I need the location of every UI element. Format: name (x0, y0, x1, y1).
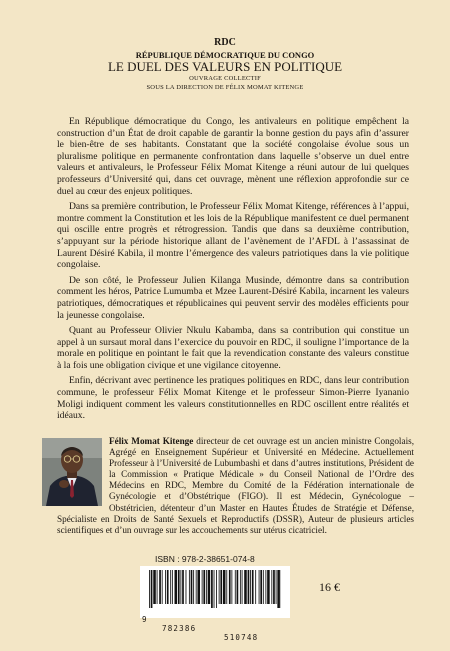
barcode-bar (240, 570, 241, 604)
barcode-bar (252, 570, 254, 604)
barcode-bar (189, 570, 190, 604)
author-name: Félix Momat Kitenge (109, 436, 193, 446)
barcode-bar (149, 570, 150, 608)
barcode-bar (153, 570, 156, 604)
barcode (140, 566, 290, 618)
barcode-bar (214, 570, 215, 608)
barcode-bar (271, 570, 272, 604)
barcode-bar (151, 570, 153, 608)
barcode-bar (211, 570, 213, 608)
barcode-bar (193, 570, 194, 604)
republic-heading: RÉPUBLIQUE DÉMOCRATIQUE DU CONGO (0, 50, 450, 60)
barcode-bar (235, 570, 236, 604)
barcode-bar (260, 570, 262, 604)
barcode-bar (267, 570, 270, 604)
barcode-digit-first: 9 (142, 615, 147, 624)
paragraph-1: En République démocratique du Congo, les antivaleurs en politique empêchent la construction d’un État de droit capable de garantir la bonne gestion du pays afin d’assurer le bien-être de ses habitants. Constatant que la société congolaise évolue sous un pluralisme politique en permanente confrontation dans laquelle s’observe un duel entre valeurs et antivaleurs, le Professeur Félix Momat Kitenge a réuni autour de lui quelques professeurs d’Université qui, dans cet ouvrage, mènent une réflexion approfondie sur ce duel au cœur des enjeux politiques. (57, 116, 409, 197)
paragraph-3: De son côté, le Professeur Julien Kilanga Musinde, démontre dans sa contribution comment les héros, Patrice Lumumba et Mzee Laurent-Désiré Kabila, incarnent les valeurs patriotiques, démocratiques et républicaines qui peuvent servir des modèles efficients pour la jeunesse congolaise. (57, 275, 409, 321)
barcode-bar (159, 570, 161, 604)
barcode-bar (259, 570, 260, 604)
book-direction: SOUS LA DIRECTION DE FÉLIX MOMAT KITENGE (0, 83, 450, 92)
isbn-label: ISBN : 978-2-38651-074-8 (155, 554, 255, 564)
author-bio (57, 436, 414, 536)
barcode-bar (206, 570, 207, 604)
barcode-bar (250, 570, 251, 604)
book-subtitle: OUVRAGE COLLECTIF (0, 74, 450, 83)
book-title: LE DUEL DES VALEURS EN POLITIQUE (0, 60, 450, 74)
barcode-bar (265, 570, 266, 604)
barcode-digits-right: 510748 (224, 633, 258, 642)
header (0, 37, 450, 92)
author-bio-text: directeur de cet ouvrage est un ancien ministre Congolais, Agrégé en Enseignement Supérieur et Université en Médecine. Actuellement Professeur à l’Université de Lubumbashi et dans d’autres institutions, Président de la Commission « Pratique Médicale » du Conseil National de l’Ordre des Médecins en RDC, Membre du Comité de la Fédération internationale de Gynécologie et d’Obstétrique (FIGO). Il est Médecin, Gynécologue – Obstétricien, détenteur d’un Master en Hautes Études de Stratégie et Défense, Spécialiste en Droits de Santé Sexuels et Reproductifs (DSSR), Auteur de plusieurs articles scientifiques et d’un ouvrage sur les accouchements sur utérus cicatriciel. (57, 436, 414, 535)
barcode-bar (157, 570, 158, 604)
barcode-bar (178, 570, 180, 604)
barcode-bar (196, 570, 197, 604)
barcode-bar (229, 570, 231, 604)
barcode-bar (223, 570, 226, 604)
barcode-digits-left: 782386 (162, 624, 196, 633)
barcode-bar (191, 570, 193, 604)
barcode-bars (149, 570, 281, 608)
barcode-bar (162, 570, 163, 604)
barcode-bar (170, 570, 171, 604)
barcode-bar (202, 570, 203, 604)
barcode-bar (276, 570, 277, 604)
barcode-bar (216, 570, 217, 608)
barcode-bar (165, 570, 166, 604)
barcode-bar (248, 570, 250, 604)
barcode-bar (180, 570, 181, 604)
barcode-bar (255, 570, 256, 604)
barcode-bar (167, 570, 169, 604)
barcode-bar (237, 570, 239, 604)
barcode-bar (186, 570, 187, 604)
barcode-bar (208, 570, 211, 604)
barcode-bar (263, 570, 264, 604)
barcode-bar (244, 570, 247, 604)
barcode-bar (172, 570, 173, 604)
barcode-bar (203, 570, 205, 604)
barcode-bar (277, 570, 280, 608)
barcode-bar (226, 570, 227, 604)
barcode-bar (175, 570, 178, 604)
barcode-bar (197, 570, 200, 604)
barcode-digits (140, 606, 290, 651)
paragraph-2: Dans sa première contribution, le Professeur Félix Momat Kitenge, références à l’appui, montre comment la Constitution et les lois de la République manifestent ce duel permanent qui oscille entre progrès et rétrogression. Tandis que dans sa deuxième contribution, s’appuyant sur la période historique allant de l’avènement de l’AFDL à l’assassinat de Laurent Désiré Kabila, il montre l’émergence des valeurs patriotiques dans la vie politique congolaise. (57, 201, 409, 271)
photo-spacer (57, 436, 109, 506)
paragraph-4: Quant au Professeur Olivier Nkulu Kabamba, dans sa contribution qui constitue un appel à un sursaut moral dans l’exercice du pouvoir en RDC, il souligne l’importance de la morale en politique en pointant le fait que la revendication constante des valeurs constitue à la fois une obligation civique et une vigilance citoyenne. (57, 325, 409, 371)
paragraph-5: Enfin, décrivant avec pertinence les pratiques politiques en RDC, dans leur contribution commune, le professeur Félix Momat Kitenge et le professeur Simon-Pierre Iyananio Moligi indiquent comment les valeurs constitutionnelles en RDC oscillent entre réalités et idéaux. (57, 375, 409, 421)
barcode-bar (273, 570, 275, 604)
barcode-bar (182, 570, 184, 604)
barcode-bar (219, 570, 220, 604)
price-label: 16 € (319, 580, 340, 595)
barcode-bar (242, 570, 243, 604)
barcode-bar (231, 570, 232, 604)
barcode-bar (220, 570, 222, 604)
country-heading: RDC (0, 37, 450, 49)
back-cover-text (57, 116, 409, 426)
